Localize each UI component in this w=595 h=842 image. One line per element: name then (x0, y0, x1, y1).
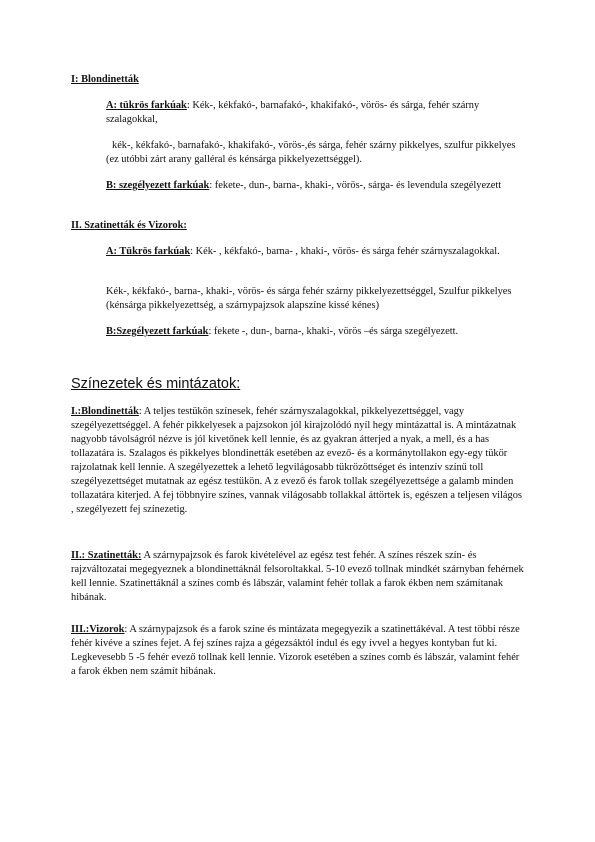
section-1a-label: A: tükrös farkúak (106, 100, 187, 111)
vizorok-text: : A szárnypajzsok és a farok színe és mintázata megegyezik a szatinettákéval. A test többi része fehér kivéve a színes fejet. A fej színes rajza a gégezsáktól indul és egy ívvel a hegyes kontyban fut ki. Legkevesebb 5 -5 fehér evező tollnak kell lennie. Vizorok esetében a színes comb és lábszár, valamint fehér a farok ékben nem számít hibának. (71, 624, 520, 677)
section-3-heading-text: Színezetek és mintázatok (71, 376, 237, 392)
section-3-heading (71, 375, 240, 393)
section-1a-paragraph (106, 99, 526, 127)
section-2b-text: : fekete -, dun-, barna-, khaki-, vörös –és sárga szegélyezett. (208, 326, 459, 337)
section-2a-paragraph (106, 245, 526, 259)
blondinettak-paragraph (71, 405, 526, 517)
section-2b-paragraph (106, 325, 526, 339)
szatinettak-label: II.: Szatinetták: (71, 550, 142, 561)
section-1b-label: B: szegélyezett farkúak (106, 180, 210, 191)
section-2a-text: : Kék- , kékfakó-, barna- , khaki-, vörös- és sárga fehér szárnyszalagokkal. (190, 246, 500, 257)
section-2a-paragraph-2: Kék-, kékfakó-, barna-, khaki-, vörös- és sárga fehér szárny pikkelyezettséggel, Szulfur pikkelyes (kénsárga pikkelyezettség, a szárnypajzsok alapszíne kissé kénes) (106, 286, 512, 311)
section-2-title: II. Szatinetták és Vizorok: (71, 220, 187, 231)
section-1-title: I: Blondinetták (71, 74, 139, 85)
section-1b-paragraph (106, 179, 511, 193)
section-3-heading-colon: : (236, 376, 241, 392)
vizorok-label: III.:Vizorok (71, 624, 125, 635)
section-2a-label: A: Tükrös farkúak (106, 246, 191, 257)
section-1a-text: : Kék-, kékfakó-, barnafakó-, khakifakó-, vörös- és sárga, fehér szárny szalagokkal, (106, 100, 480, 125)
section-1b-text: : fekete-, dun-, barna-, khaki-, vörös-, sárga- és levendula szegélyezett (209, 180, 502, 191)
blondinettak-label: I.:Blondinetták (71, 406, 139, 417)
szatinettak-text: A szárnypajzsok és farok kivételével az egész test fehér. A színes részek szín- és rajzváltozatai megegyeznek a blondinettáknál felsoroltakkal. 5-10 evező tollnak mindkét szárnyban fehérnek kell lennie. Szatinettáknál a színes comb és lábszár, valamint fehér tollak a farok ékben nem számítanak hibának. (71, 550, 524, 603)
blondinettak-text: : A teljes testükön színesek, fehér szárnyszalagokkal, pikkelyezettséggel, vagy szegélyezettséggel. A fehér pikkelyesek a pajzsokon jól kirajzolódó nyíl hegy mintázattal is. A mintázatnak nagyobb távolságról nézve is jól kivetőnek kell lennie, és az gyakran átterjed a nyak, a mell, és a has tollazatára is. Szalagos és pikkelyes blondinetták esetében az evező- és a kormánytollakon egy-egy tükör rajzolatnak kell lennie. A szegélyezettek a lehető legvilágosabb tükrözöttséget és intenzív színű toll szegélyezettséget mutatnak az egész testükön. A z evező és farok tollak szegélyezettsége a galamb minden tollazatára kiterjed. A fej többnyire színes, vannak világosabb tollakkal áttörtek is, egészen a teljesen világos , szegélyezett fej színezetig. (71, 406, 522, 515)
szatinettak-paragraph (71, 549, 526, 605)
section-2b-label: B:Szegélyezett farkúak (106, 326, 209, 337)
vizorok-paragraph (71, 623, 526, 679)
section-1a-paragraph-2: kék-, kékfakó-, barnafakó-, khakifakó-, vörös-,és sárga, fehér szárny pikkelyes, szulfur pikkelyes (ez utóbbi zárt arany galléral és kénsárga pikkelyezettséggel). (106, 140, 516, 165)
